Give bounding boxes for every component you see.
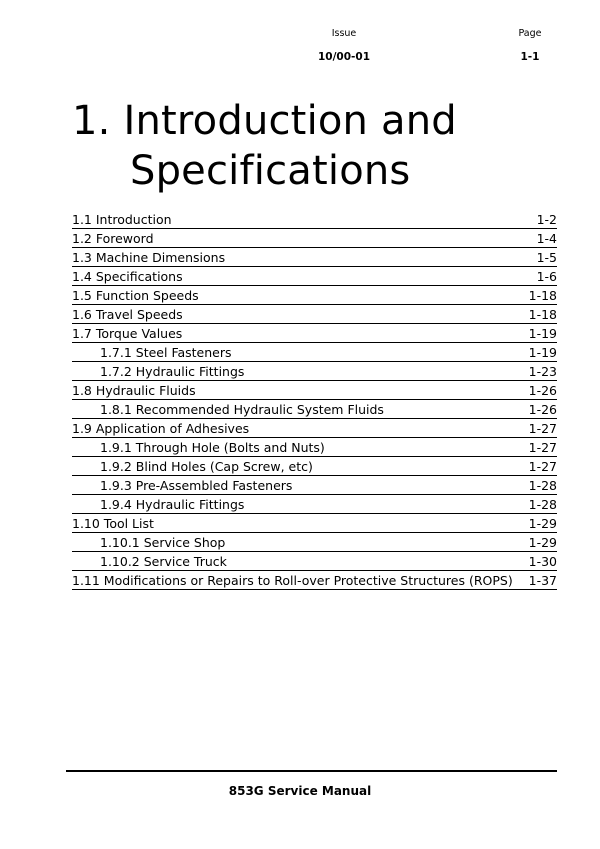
toc-entry-title: 1.8 Hydraulic Fluids [72,383,196,398]
toc-entry-title: 1.9.4 Hydraulic Fittings [100,497,245,512]
toc-entry-page: 1-26 [528,383,557,398]
toc-entry-title: 1.3 Machine Dimensions [72,250,226,265]
toc-entry-page: 1-2 [536,212,557,227]
toc-entry-page: 1-29 [528,535,557,550]
toc-entry[interactable] [72,248,557,267]
toc-entry[interactable] [72,438,557,457]
toc-entry-title: 1.11 Modifications or Repairs to Roll-over Protective Structures (ROPS) [72,573,513,588]
chapter-title [72,96,457,196]
toc-entry-page: 1-26 [528,402,557,417]
chapter-title-line1: 1. Introduction and [72,98,457,144]
toc-entry[interactable] [72,286,557,305]
toc-entry[interactable] [72,305,557,324]
toc-entry[interactable] [72,267,557,286]
toc-entry-title: 1.9.2 Blind Holes (Cap Screw, etc) [100,459,313,474]
toc-entry-page: 1-18 [528,288,557,303]
toc-entry-page: 1-27 [528,440,557,455]
toc-entry-title: 1.10.2 Service Truck [100,554,227,569]
toc-entry[interactable] [72,571,557,590]
page-label: Page [518,28,542,39]
toc-entry-title: 1.2 Foreword [72,231,154,246]
issue-label: Issue [331,28,357,39]
toc-entry-page: 1-19 [528,326,557,341]
toc-entry[interactable] [72,533,557,552]
toc-entry-title: 1.7.2 Hydraulic Fittings [100,364,245,379]
toc-entry[interactable] [72,476,557,495]
table-of-contents [72,210,557,590]
toc-entry[interactable] [72,457,557,476]
toc-entry-page: 1-27 [528,459,557,474]
toc-entry-title: 1.10 Tool List [72,516,154,531]
footer-title: 853G Service Manual [228,784,372,798]
toc-entry-page: 1-30 [528,554,557,569]
toc-entry-title: 1.6 Travel Speeds [72,307,183,322]
toc-entry-page: 1-29 [528,516,557,531]
toc-entry-page: 1-19 [528,345,557,360]
toc-entry[interactable] [72,400,557,419]
issue-value: 10/00-01 [317,51,371,63]
toc-entry-title: 1.7.1 Steel Fasteners [100,345,232,360]
toc-entry-title: 1.5 Function Speeds [72,288,199,303]
chapter-title-line2: Specifications [130,148,411,194]
toc-entry[interactable] [72,324,557,343]
toc-entry-page: 1-28 [528,478,557,493]
toc-entry-title: 1.9 Application of Adhesives [72,421,250,436]
toc-entry[interactable] [72,343,557,362]
toc-entry-title: 1.1 Introduction [72,212,172,227]
toc-entry[interactable] [72,419,557,438]
toc-entry[interactable] [72,229,557,248]
toc-entry-title: 1.8.1 Recommended Hydraulic System Fluids [100,402,384,417]
toc-entry[interactable] [72,495,557,514]
toc-entry-title: 1.9.3 Pre-Assembled Fasteners [100,478,293,493]
toc-entry[interactable] [72,381,557,400]
toc-entry-page: 1-18 [528,307,557,322]
toc-entry-page: 1-27 [528,421,557,436]
toc-entry[interactable] [72,362,557,381]
toc-entry-page: 1-37 [528,573,557,588]
toc-entry-page: 1-6 [536,269,557,284]
toc-entry-page: 1-5 [536,250,557,265]
page-number-block [505,28,555,64]
toc-entry-page: 1-4 [536,231,557,246]
toc-entry-page: 1-28 [528,497,557,512]
toc-entry[interactable] [72,210,557,229]
toc-entry-title: 1.10.1 Service Shop [100,535,226,550]
toc-entry[interactable] [72,514,557,533]
toc-entry-title: 1.9.1 Through Hole (Bolts and Nuts) [100,440,325,455]
issue-block [310,28,378,64]
footer-divider [66,770,557,772]
page-value: 1-1 [520,51,540,63]
toc-entry-title: 1.4 Specifications [72,269,183,284]
toc-entry-title: 1.7 Torque Values [72,326,183,341]
toc-entry[interactable] [72,552,557,571]
toc-entry-page: 1-23 [528,364,557,379]
